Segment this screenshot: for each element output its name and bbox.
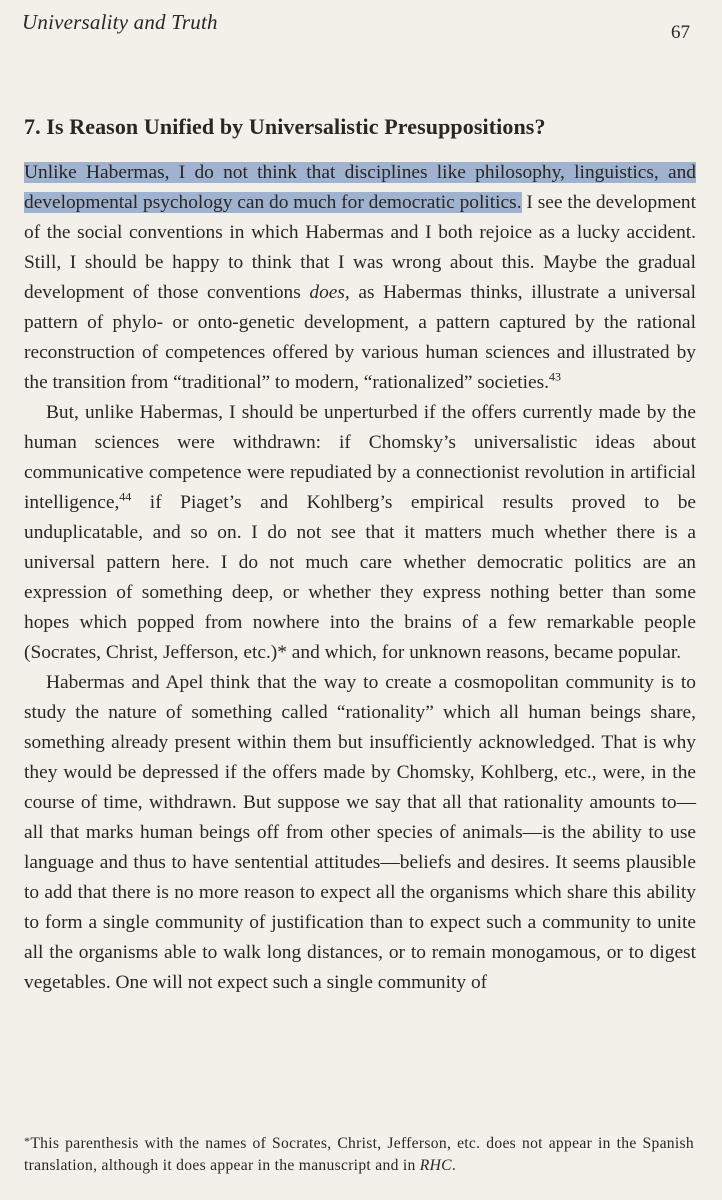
footnote-italic-rhc: RHC bbox=[419, 1157, 452, 1174]
section-heading: 7. Is Reason Unified by Universalistic Presuppositions? bbox=[24, 114, 546, 139]
paragraph-2-text-a: But, unlike Habermas, I should be unperturbed if the offers currently made by the human sciences were withdrawn: if Chomsky’s universalistic ideas about communicative competence were repudiated by a connectionist revolution in artificial intelligence, bbox=[24, 402, 696, 513]
paragraph-1-text-b: as Habermas thinks, illustrate a universal pattern of phylo- or onto-genetic development, a pattern captured by the rational reconstruction of competences offered by various human sciences and illustrated by the transition from “traditional” to modern, “rationalized” societies. bbox=[24, 282, 696, 393]
note-ref-44: 44 bbox=[119, 489, 132, 504]
footnote-marker: * bbox=[24, 1134, 31, 1148]
paragraph-1-text-a: I see the development of the social conventions in which Habermas and I both rejoice as a lucky accident. Still, I should be happy to think that I was wrong about this. Maybe the gradual development of those conventions bbox=[24, 192, 697, 303]
highlighted-sentence[interactable]: Unlike Habermas, I do not think that disciplines like philosophy, linguistics, and developmental psychology can do much for democratic politics. bbox=[24, 162, 696, 213]
emphasis-does: does, bbox=[309, 282, 350, 303]
footnote bbox=[24, 1130, 694, 1177]
paragraph-3: Habermas and Apel think that the way to create a cosmopolitan community is to study the nature of something called “rationality” which all human beings share, something already present within them but insufficiently acknowledged. That is why they would be depressed if the offers made by Chomsky, Kohlberg, etc., were, in the course of time, withdrawn. But suppose we say that all that rationality amounts to—all that marks human beings off from other species of animals—is the ability to use language and thus to have sentential attitudes—beliefs and desires. It seems plausible to add that there is no more reason to expect all the organisms which share this ability to form a single community of justification than to expect such a community to unite all the organisms able to walk long distances, or to remain monogamous, or to digest vegetables. One will not expect such a single community of bbox=[24, 672, 696, 993]
paragraph-2-text-b: if Piaget’s and Kohlberg’s empirical results proved to be unduplicatable, and so on. I do not see that it matters much whether there is a universal pattern here. I do not much care whether democratic politics are an expression of something deep, or whether they express nothing better than some hopes which popped from nowhere into the brains of a few remarkable people (Socrates, Christ, Jefferson, etc.)* and which, for unknown reasons, became popular. bbox=[24, 492, 696, 663]
page-number: 67 bbox=[671, 22, 690, 43]
footnote-text-b: . bbox=[451, 1157, 457, 1174]
footnote-text-a: This parenthesis with the names of Socrates, Christ, Jefferson, etc. does not appear in the Spanish translation, although it does appear in the manuscript and in bbox=[24, 1135, 694, 1174]
paragraph-2 bbox=[24, 398, 696, 668]
body-text bbox=[24, 158, 696, 998]
running-title: Universality and Truth bbox=[22, 10, 218, 34]
page-header bbox=[22, 8, 690, 43]
paragraph-1 bbox=[24, 158, 696, 398]
note-ref-43: 43 bbox=[548, 369, 561, 384]
